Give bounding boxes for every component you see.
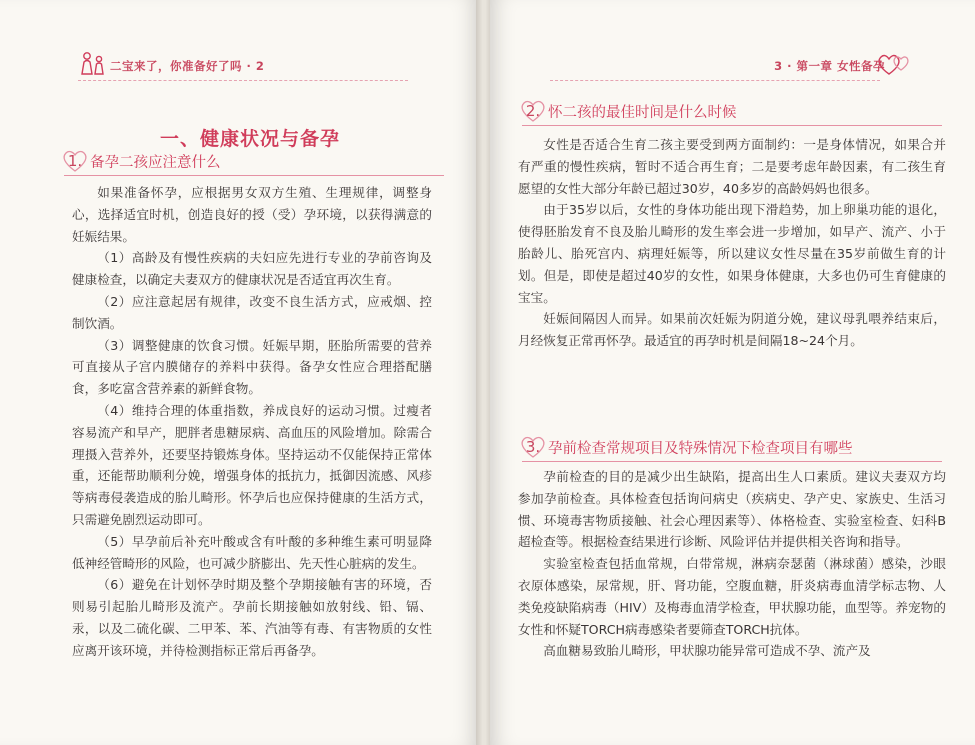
- paragraph: 妊娠间隔因人而异。如果前次妊娠为阴道分娩，建议母乳喂养结束后，月经恢复正常再怀孕。最适宜的再孕时机是间隔18~24个月。: [518, 311, 946, 349]
- hearts-icon: [875, 50, 915, 78]
- paragraph: （6）避免在计划怀孕时期及整个孕期接触有害的环境，否则易引起胎儿畸形及流产。孕前长期接触如放射线、铅、镉、汞，以及二硫化碳、二甲苯、苯、汽油等有毒、有害物质的女性应离开该环境，并待检测指标正常后再备孕。: [72, 577, 432, 658]
- section-title: 怀二孩的最佳时间是什么时候: [548, 104, 737, 121]
- right-page: [490, 0, 975, 745]
- running-head-left: 二宝来了，你准备好了吗 · 2: [110, 59, 265, 73]
- header-rule: [550, 80, 880, 81]
- paragraph: 由于35岁以后，女性的身体功能出现下滑趋势，加上卵巢功能的退化，使得胚胎发育不良及胎儿畸形的发生率会进一步增加，如早产、流产、小于胎龄儿、胎死宫内、病理妊娠等，所以建议女性尽量在35岁前做生育的计划。但是，即使是超过40岁的女性，如果身体健康，大多也仍可生育健康的宝宝。: [518, 202, 946, 305]
- paragraph: （3）调整健康的饮食习惯。妊娠早期，胚胎所需要的营养可直接从子宫内膜储存的养料中获得。备孕女性应合理搭配膳食，多吃富含营养素的新鲜食物。: [72, 337, 432, 397]
- paragraph: 高血糖易致胎儿畸形，甲状腺功能异常可造成不孕、流产及: [543, 643, 871, 659]
- section-number: 1.: [64, 150, 86, 172]
- header-rule: [78, 80, 408, 81]
- chapter-title: 一、健康状况与备孕: [159, 128, 340, 150]
- paragraph: 孕前检查的目的是减少出生缺陷，提高出生人口素质。建议夫妻双方均参加孕前检查。具体检查包括询问病史（疾病史、孕产史、家族史、生活习惯、环境毒害物质接触、社会心理因素等）、体格检查、实验室检查、妇科B超检查等。根据检查结果进行诊断、风险评估并提供相关咨询和指导。: [518, 469, 946, 550]
- section-title: 备孕二孩应注意什么: [90, 154, 221, 171]
- section-heading: [522, 436, 942, 462]
- body-text-right-b: [518, 466, 946, 662]
- section-heading: [64, 150, 444, 176]
- section-title: 孕前检查常规项目及特殊情况下检查项目有哪些: [548, 440, 853, 457]
- family-icon: [78, 50, 108, 78]
- paragraph: （2）应注意起居有规律，改变不良生活方式，应戒烟、控制饮酒。: [72, 293, 432, 331]
- paragraph: （5）早孕前后补充叶酸或含有叶酸的多种维生素可明显降低神经管畸形的风险，也可减少脐膨出、先天性心脏病的发生。: [72, 533, 432, 571]
- body-text-left: [72, 182, 432, 662]
- paragraph: （4）维持合理的体重指数，养成良好的运动习惯。过瘦者容易流产和早产，肥胖者患糖尿病、高血压的风险增加。除需合理摄入营养外，还要坚持锻炼身体。坚持运动不仅能保持正常体重，还能帮助顺利分娩，增强身体的抵抗力，抵御因流感、风疹等病毒侵袭造成的胎儿畸形。怀孕后也应保持健康的生活方式，只需避免剧烈运动即可。: [72, 402, 432, 527]
- left-page: [0, 0, 478, 745]
- paragraph: 女性是否适合生育二孩主要受到两方面制约：一是身体情况，如果合并有严重的慢性疾病，暂时不适合再生育；二是要考虑年龄因素，有二孩生育愿望的女性大部分年龄已超过30岁，40多岁的高龄妈妈也很多。: [518, 137, 946, 196]
- paragraph: （1）高龄及有慢性疾病的夫妇应先进行专业的孕前咨询及健康检查，以确定夫妻双方的健康状况是否适宜再次生育。: [72, 250, 432, 288]
- section-heading: [522, 100, 942, 126]
- section-number: 2.: [522, 100, 544, 122]
- running-head-right: 3 · 第一章 女性备孕: [774, 59, 885, 73]
- section-number: 3.: [522, 436, 544, 458]
- paragraph: 实验室检查包括血常规，白带常规，淋病奈瑟菌（淋球菌）感染，沙眼衣原体感染，尿常规，肝、肾功能，空腹血糖，肝炎病毒血清学标志物、人类免疫缺陷病毒（HIV）及梅毒血清学检查，甲状腺功能，血型等。养宠物的女性和怀疑TORCH病毒感染者要筛查TORCH抗体。: [518, 556, 946, 637]
- paragraph: 如果准备怀孕，应根据男女双方生殖、生理规律，调整身心，选择适宜时机，创造良好的授（受）孕环境，以获得满意的妊娠结果。: [72, 185, 432, 244]
- body-text-right-a: [518, 134, 946, 352]
